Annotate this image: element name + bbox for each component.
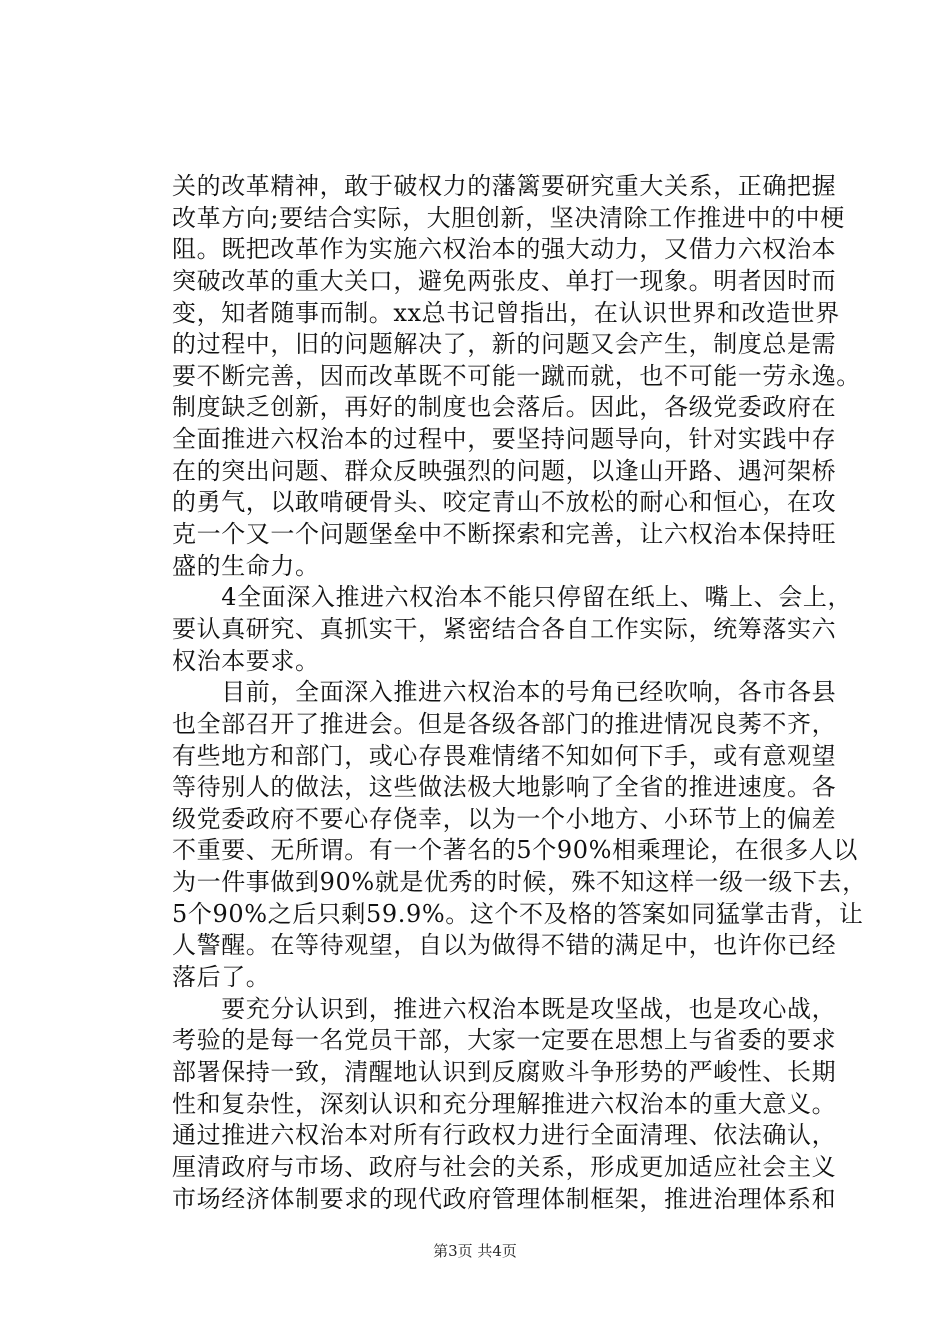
text-line: 要认真研究、真抓实干，紧密结合各自工作实际，统筹落实六 [172, 614, 837, 643]
text-line: 5个90%之后只剩59.9%。这个不及格的答案如同猛掌击背，让 [172, 899, 864, 928]
text-line: 级党委政府不要心存侥幸，以为一个小地方、小环节上的偏差 [172, 804, 837, 833]
text-line: 也全部召开了推进会。但是各级各部门的推进情况良莠不齐， [172, 709, 837, 738]
text-line: 制度缺乏创新，再好的制度也会落后。因此，各级党委政府在 [172, 393, 837, 422]
text-line: 权治本要求。 [172, 646, 320, 675]
text-line: 变，知者随事而制。xx总书记曾指出，在认识世界和改造世界 [172, 298, 840, 327]
text-line: 厘清政府与市场、政府与社会的关系，形成更加适应社会主义 [172, 1152, 837, 1181]
text-line: 的过程中，旧的问题解决了，新的问题又会产生，制度总是需 [172, 330, 837, 359]
text-line: 在的突出问题、群众反映强烈的问题，以逢山开路、遇河架桥 [172, 456, 837, 485]
text-line: 为一件事做到90%就是优秀的时候，殊不知这样一级一级下去， [172, 868, 867, 897]
text-line: 目前，全面深入推进六权治本的号角已经吹响，各市各县 [172, 678, 837, 707]
text-line: 全面推进六权治本的过程中，要坚持问题导向，针对实践中存 [172, 425, 837, 454]
text-line: 突破改革的重大关口，避免两张皮、单打一现象。明者因时而 [172, 266, 837, 295]
text-line: 关的改革精神，敢于破权力的藩篱要研究重大关系，正确把握 [172, 172, 837, 200]
text-line: 要不断完善，因而改革既不可能一蹴而就，也不可能一劳永逸。 [172, 361, 861, 390]
text-line: 考验的是每一名党员干部，大家一定要在思想上与省委的要求 [172, 1026, 837, 1055]
text-line: 市场经济体制要求的现代政府管理体制框架，推进治理体系和 [172, 1184, 837, 1213]
page-footer: 第3页 共4页 [433, 1242, 517, 1260]
text-line: 要充分认识到，推进六权治本既是攻坚战，也是攻心战， [172, 994, 837, 1023]
text-line: 人警醒。在等待观望，自以为做得不错的满足中，也许你已经 [172, 931, 837, 960]
text-line: 性和复杂性，深刻认识和充分理解推进六权治本的重大意义。 [172, 1089, 837, 1118]
text-line: 部署保持一致，清醒地认识到反腐败斗争形势的严峻性、长期 [172, 1057, 837, 1086]
body-text [172, 171, 867, 1215]
text-line: 改革方向;要结合实际，大胆创新，坚决清除工作推进中的中梗 [172, 203, 845, 232]
text-line: 阻。既把改革作为实施六权治本的强大动力，又借力六权治本 [172, 235, 837, 264]
text-line: 等待别人的做法，这些做法极大地影响了全省的推进速度。各 [172, 773, 837, 802]
text-line: 通过推进六权治本对所有行政权力进行全面清理、依法确认， [172, 1121, 837, 1150]
text-line: 有些地方和部门，或心存畏难情绪不知如何下手，或有意观望 [172, 741, 837, 770]
text-line: 4全面深入推进六权治本不能只停留在纸上、嘴上、会上， [172, 583, 853, 612]
text-line: 盛的生命力。 [172, 551, 320, 580]
text-line: 不重要、无所谓。有一个著名的5个90%相乘理论，在很多人以 [172, 836, 859, 865]
text-line: 落后了。 [172, 963, 271, 992]
text-line: 的勇气，以敢啃硬骨头、咬定青山不放松的耐心和恒心，在攻 [172, 488, 837, 517]
text-line: 克一个又一个问题堡垒中不断探索和完善，让六权治本保持旺 [172, 520, 837, 549]
